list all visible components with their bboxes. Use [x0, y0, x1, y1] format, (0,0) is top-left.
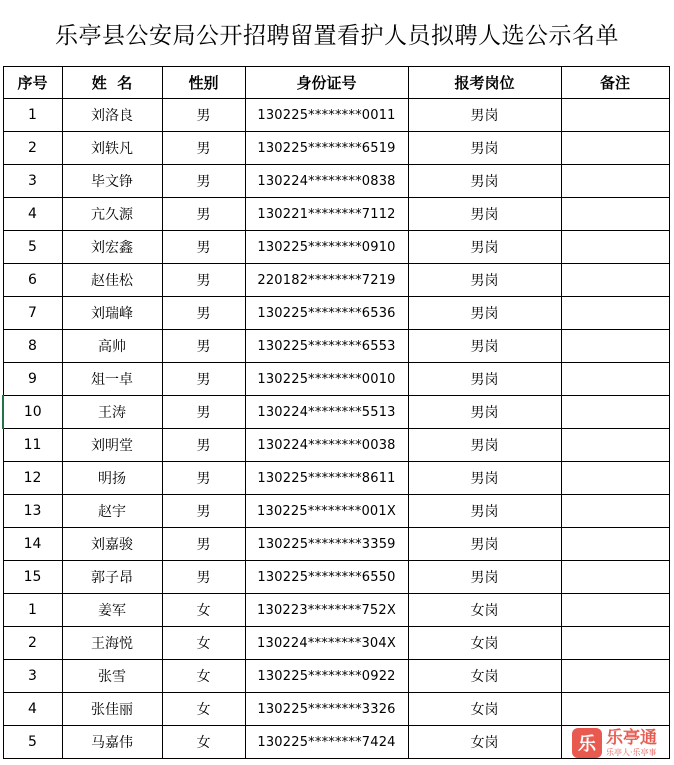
cell-num[interactable]: 10: [3, 396, 62, 429]
cell-gender[interactable]: 男: [162, 297, 245, 330]
cell-name[interactable]: 王海悦: [62, 627, 162, 660]
cell-gender[interactable]: 女: [162, 627, 245, 660]
cell-id-number[interactable]: 130225********0922: [245, 660, 408, 693]
table-row: [3, 528, 669, 561]
logo-name: 乐亭通: [606, 728, 657, 748]
cell-remark[interactable]: [561, 297, 669, 330]
cell-gender[interactable]: 男: [162, 198, 245, 231]
cell-num[interactable]: 11: [3, 429, 62, 462]
leting-logo-icon: [572, 725, 670, 761]
cell-num[interactable]: 4: [3, 198, 62, 231]
cell-post[interactable]: 男岗: [408, 231, 561, 264]
cell-post[interactable]: 男岗: [408, 165, 561, 198]
table-row: [3, 363, 669, 396]
cell-remark[interactable]: [561, 165, 669, 198]
cell-name[interactable]: 刘宏鑫: [62, 231, 162, 264]
cell-remark[interactable]: [561, 594, 669, 627]
cell-post[interactable]: 男岗: [408, 462, 561, 495]
cell-name[interactable]: 赵佳松: [62, 264, 162, 297]
cell-id-number[interactable]: 130225********6553: [245, 330, 408, 363]
cell-num[interactable]: 13: [3, 495, 62, 528]
cell-id-number[interactable]: 130225********0011: [245, 99, 408, 132]
table-row: [3, 594, 669, 627]
cell-remark[interactable]: [561, 429, 669, 462]
table-row: [3, 165, 669, 198]
cell-post[interactable]: 女岗: [408, 660, 561, 693]
cell-num[interactable]: 2: [3, 627, 62, 660]
cell-id-number[interactable]: 130225********6519: [245, 132, 408, 165]
cell-num[interactable]: 3: [3, 165, 62, 198]
cell-gender[interactable]: 男: [162, 429, 245, 462]
cell-remark[interactable]: [561, 330, 669, 363]
cell-remark[interactable]: [561, 495, 669, 528]
cell-id-number[interactable]: 130225********0910: [245, 231, 408, 264]
cell-post[interactable]: 男岗: [408, 330, 561, 363]
cell-remark[interactable]: [561, 627, 669, 660]
cell-post[interactable]: 男岗: [408, 528, 561, 561]
table-row: [3, 231, 669, 264]
cell-name[interactable]: 郭子昂: [62, 561, 162, 594]
cell-remark[interactable]: [561, 561, 669, 594]
cell-gender[interactable]: 女: [162, 726, 245, 759]
cell-gender[interactable]: 男: [162, 330, 245, 363]
cell-num[interactable]: 1: [3, 99, 62, 132]
candidate-table: [2, 66, 670, 759]
cell-gender[interactable]: 男: [162, 231, 245, 264]
cell-post[interactable]: 男岗: [408, 132, 561, 165]
cell-num[interactable]: 7: [3, 297, 62, 330]
cell-name[interactable]: 毕文铮: [62, 165, 162, 198]
cell-remark[interactable]: [561, 660, 669, 693]
cell-gender[interactable]: 男: [162, 528, 245, 561]
cell-id-number[interactable]: 130221********7112: [245, 198, 408, 231]
cell-post[interactable]: 男岗: [408, 99, 561, 132]
table-row: [3, 462, 669, 495]
table-row: [3, 561, 669, 594]
header-remark[interactable]: 备注: [561, 67, 669, 99]
cell-name[interactable]: 赵宇: [62, 495, 162, 528]
cell-id-number[interactable]: 130224********0038: [245, 429, 408, 462]
cell-remark[interactable]: [561, 198, 669, 231]
cell-name[interactable]: 王涛: [62, 396, 162, 429]
cell-num[interactable]: 5: [3, 726, 62, 759]
cell-remark[interactable]: [561, 396, 669, 429]
table-row: [3, 297, 669, 330]
cell-post[interactable]: 男岗: [408, 363, 561, 396]
cell-post[interactable]: 女岗: [408, 627, 561, 660]
cell-remark[interactable]: [561, 693, 669, 726]
cell-id-number[interactable]: 130225********0010: [245, 363, 408, 396]
cell-name[interactable]: 俎一卓: [62, 363, 162, 396]
cell-gender[interactable]: 男: [162, 495, 245, 528]
cell-num[interactable]: 9: [3, 363, 62, 396]
cell-post[interactable]: 男岗: [408, 198, 561, 231]
table-row: [3, 132, 669, 165]
header-id[interactable]: 身份证号: [245, 67, 408, 99]
cell-id-number[interactable]: 130225********8611: [245, 462, 408, 495]
cell-name[interactable]: 刘轶凡: [62, 132, 162, 165]
cell-post[interactable]: 男岗: [408, 264, 561, 297]
cell-id-number[interactable]: 130225********3359: [245, 528, 408, 561]
cell-num[interactable]: 14: [3, 528, 62, 561]
cell-id-number[interactable]: 130224********304X: [245, 627, 408, 660]
table-row: [3, 726, 669, 759]
cell-remark[interactable]: [561, 528, 669, 561]
cell-id-number[interactable]: 130225********6536: [245, 297, 408, 330]
cell-remark[interactable]: [561, 363, 669, 396]
cell-name[interactable]: 明扬: [62, 462, 162, 495]
cell-remark[interactable]: [561, 231, 669, 264]
cell-name[interactable]: 张雪: [62, 660, 162, 693]
logo-subtitle: 乐亭人·乐亭事: [606, 748, 657, 757]
cell-num[interactable]: 15: [3, 561, 62, 594]
table-row: [3, 495, 669, 528]
cell-remark[interactable]: [561, 99, 669, 132]
cell-id-number[interactable]: 130224********5513: [245, 396, 408, 429]
cell-name[interactable]: 张佳丽: [62, 693, 162, 726]
cell-id-number[interactable]: 220182********7219: [245, 264, 408, 297]
cell-name[interactable]: 亢久源: [62, 198, 162, 231]
cell-post[interactable]: 男岗: [408, 396, 561, 429]
page-title: 乐亭县公安局公开招聘留置看护人员拟聘人选公示名单: [55, 22, 619, 49]
cell-remark[interactable]: [561, 132, 669, 165]
cell-post[interactable]: 女岗: [408, 726, 561, 759]
cell-id-number[interactable]: 130224********0838: [245, 165, 408, 198]
table-row: [3, 429, 669, 462]
cell-name[interactable]: 刘瑞峰: [62, 297, 162, 330]
cell-gender[interactable]: 女: [162, 594, 245, 627]
cell-name[interactable]: 刘洛良: [62, 99, 162, 132]
table-header-row: [3, 67, 669, 99]
cell-num[interactable]: 1: [3, 594, 62, 627]
cell-name[interactable]: 姜军: [62, 594, 162, 627]
cell-name[interactable]: 刘明堂: [62, 429, 162, 462]
cell-post[interactable]: 男岗: [408, 297, 561, 330]
cell-id-number[interactable]: 130225********3326: [245, 693, 408, 726]
cell-name[interactable]: 马嘉伟: [62, 726, 162, 759]
cell-name[interactable]: 刘嘉骏: [62, 528, 162, 561]
cell-gender[interactable]: 男: [162, 165, 245, 198]
header-post[interactable]: 报考岗位: [408, 67, 561, 99]
cell-num[interactable]: 8: [3, 330, 62, 363]
cell-gender[interactable]: 女: [162, 693, 245, 726]
header-num[interactable]: 序号: [3, 67, 62, 99]
cell-gender[interactable]: 男: [162, 132, 245, 165]
cell-post[interactable]: 女岗: [408, 693, 561, 726]
header-gender[interactable]: 性别: [162, 67, 245, 99]
cell-num[interactable]: 4: [3, 693, 62, 726]
cell-num[interactable]: 6: [3, 264, 62, 297]
cell-remark[interactable]: [561, 462, 669, 495]
cell-post[interactable]: 女岗: [408, 594, 561, 627]
cell-id-number[interactable]: 130225********001X: [245, 495, 408, 528]
cell-gender[interactable]: 男: [162, 396, 245, 429]
table-row: [3, 627, 669, 660]
cell-id-number[interactable]: 130225********7424: [245, 726, 408, 759]
cell-gender[interactable]: 女: [162, 660, 245, 693]
table-row: [3, 660, 669, 693]
cell-num[interactable]: 3: [3, 660, 62, 693]
table-row: [3, 198, 669, 231]
table-row: [3, 693, 669, 726]
cell-gender[interactable]: 男: [162, 561, 245, 594]
cell-num[interactable]: 2: [3, 132, 62, 165]
table-row: [3, 330, 669, 363]
cell-remark[interactable]: [561, 264, 669, 297]
logo-mark: 乐: [572, 728, 602, 758]
cell-id-number[interactable]: 130223********752X: [245, 594, 408, 627]
cell-num[interactable]: 5: [3, 231, 62, 264]
table-row: [3, 99, 669, 132]
cell-gender[interactable]: 男: [162, 264, 245, 297]
cell-gender[interactable]: 男: [162, 99, 245, 132]
cell-post[interactable]: 男岗: [408, 561, 561, 594]
table-row: [3, 264, 669, 297]
cell-gender[interactable]: 男: [162, 363, 245, 396]
cell-post[interactable]: 男岗: [408, 495, 561, 528]
cell-num[interactable]: 12: [3, 462, 62, 495]
cell-gender[interactable]: 男: [162, 462, 245, 495]
cell-post[interactable]: 男岗: [408, 429, 561, 462]
header-name[interactable]: 姓 名: [62, 67, 162, 99]
cell-id-number[interactable]: 130225********6550: [245, 561, 408, 594]
cell-name[interactable]: 高帅: [62, 330, 162, 363]
table-row: [3, 396, 669, 429]
